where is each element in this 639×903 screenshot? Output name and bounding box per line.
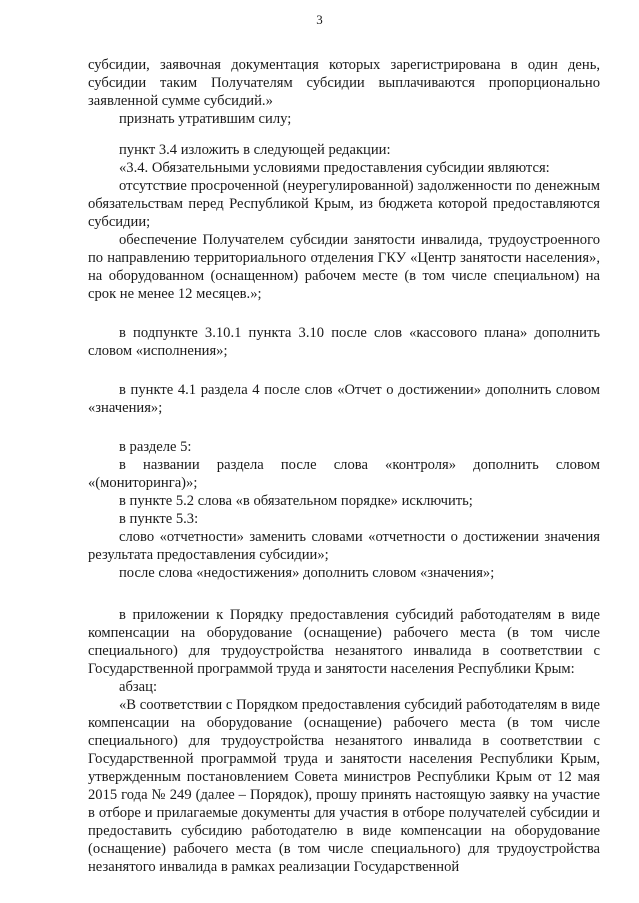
paragraph-clause-5-2: в пункте 5.2 слова «в обязательном порядке» исключить; [119, 493, 473, 509]
paragraph-appendix-intro: в приложении к Порядку предоставления субсидий работодателям в виде компенсации на оборудование (оснащение) рабочего места (в том числе специального) для трудоустройства незанятого инвалида в соответствии с Государственной программой труда и занятости населения Республики Крым: [88, 607, 600, 677]
paragraph-subclause-3-10-1: в подпункте 3.10.1 пункта 3.10 после слов «кассового плана» дополнить словом «исполнения»; [88, 325, 600, 359]
paragraph-section-5: в разделе 5: [119, 439, 192, 455]
paragraph-clause-5-3: в пункте 5.3: [119, 511, 199, 527]
paragraph-condition-no-debt: отсутствие просроченной (неурегулированной) задолженности по денежным обязательствам перед Республикой Крым, из бюджета которой предоставляются субсидии; [88, 178, 600, 230]
paragraph-clause-3-4-intro: пункт 3.4 изложить в следующей редакции: [119, 142, 391, 158]
paragraph-repeal: признать утратившим силу; [119, 111, 292, 127]
paragraph-clause-3-4-heading: «3.4. Обязательными условиями предоставления субсидии являются: [119, 160, 550, 176]
paragraph-application-text: «В соответствии с Порядком предоставления субсидий работодателям в виде компенсации на оборудование (оснащение) рабочего места (в том числе специального) для трудоустройства незанятого инвалида в соответствии с Государственной программой труда и занятости населения Республики Крым, утвержденным постановлением Совета министров Республики Крым от 12 мая 2015 года № 249 (далее – Порядок), прошу принять настоящую заявку на участие в отборе и прилагаемые документы для участия в отборе получателей субсидии и предоставить субсидию работодателю в виде компенсации на оборудование (оснащение) рабочего места (в том числе специального) для трудоустройства незанятого инвалида в рамках реализации Государственной [88, 697, 600, 875]
document-body [88, 56, 600, 876]
paragraph-after-non-achievement: после слова «недостижения» дополнить словом «значения»; [119, 565, 495, 581]
paragraph-abzac: абзац: [119, 679, 158, 695]
page-number: 3 [316, 12, 323, 27]
paragraph-section-5-title: в названии раздела после слова «контроля» дополнить словом «(мониторинга)»; [88, 457, 600, 491]
paragraph-subsidy-continuation: субсидии, заявочная документация которых зарегистрирована в один день, субсидии таким Получателям субсидии выплачиваются пропорционально заявленной сумме субсидий.» [88, 57, 600, 109]
paragraph-condition-employment: обеспечение Получателем субсидии занятости инвалида, трудоустроенного по направлению территориального отделения ГКУ «Центр занятости населения», на оборудованном (оснащенном) рабочем месте (в том числе специальном) на срок не менее 12 месяцев.»; [88, 232, 600, 302]
paragraph-replace-reporting: слово «отчетности» заменить словами «отчетности о достижении значения результата предоставления субсидии»; [88, 529, 600, 563]
paragraph-clause-4-1: в пункте 4.1 раздела 4 после слов «Отчет о достижении» дополнить словом «значения»; [88, 382, 600, 416]
